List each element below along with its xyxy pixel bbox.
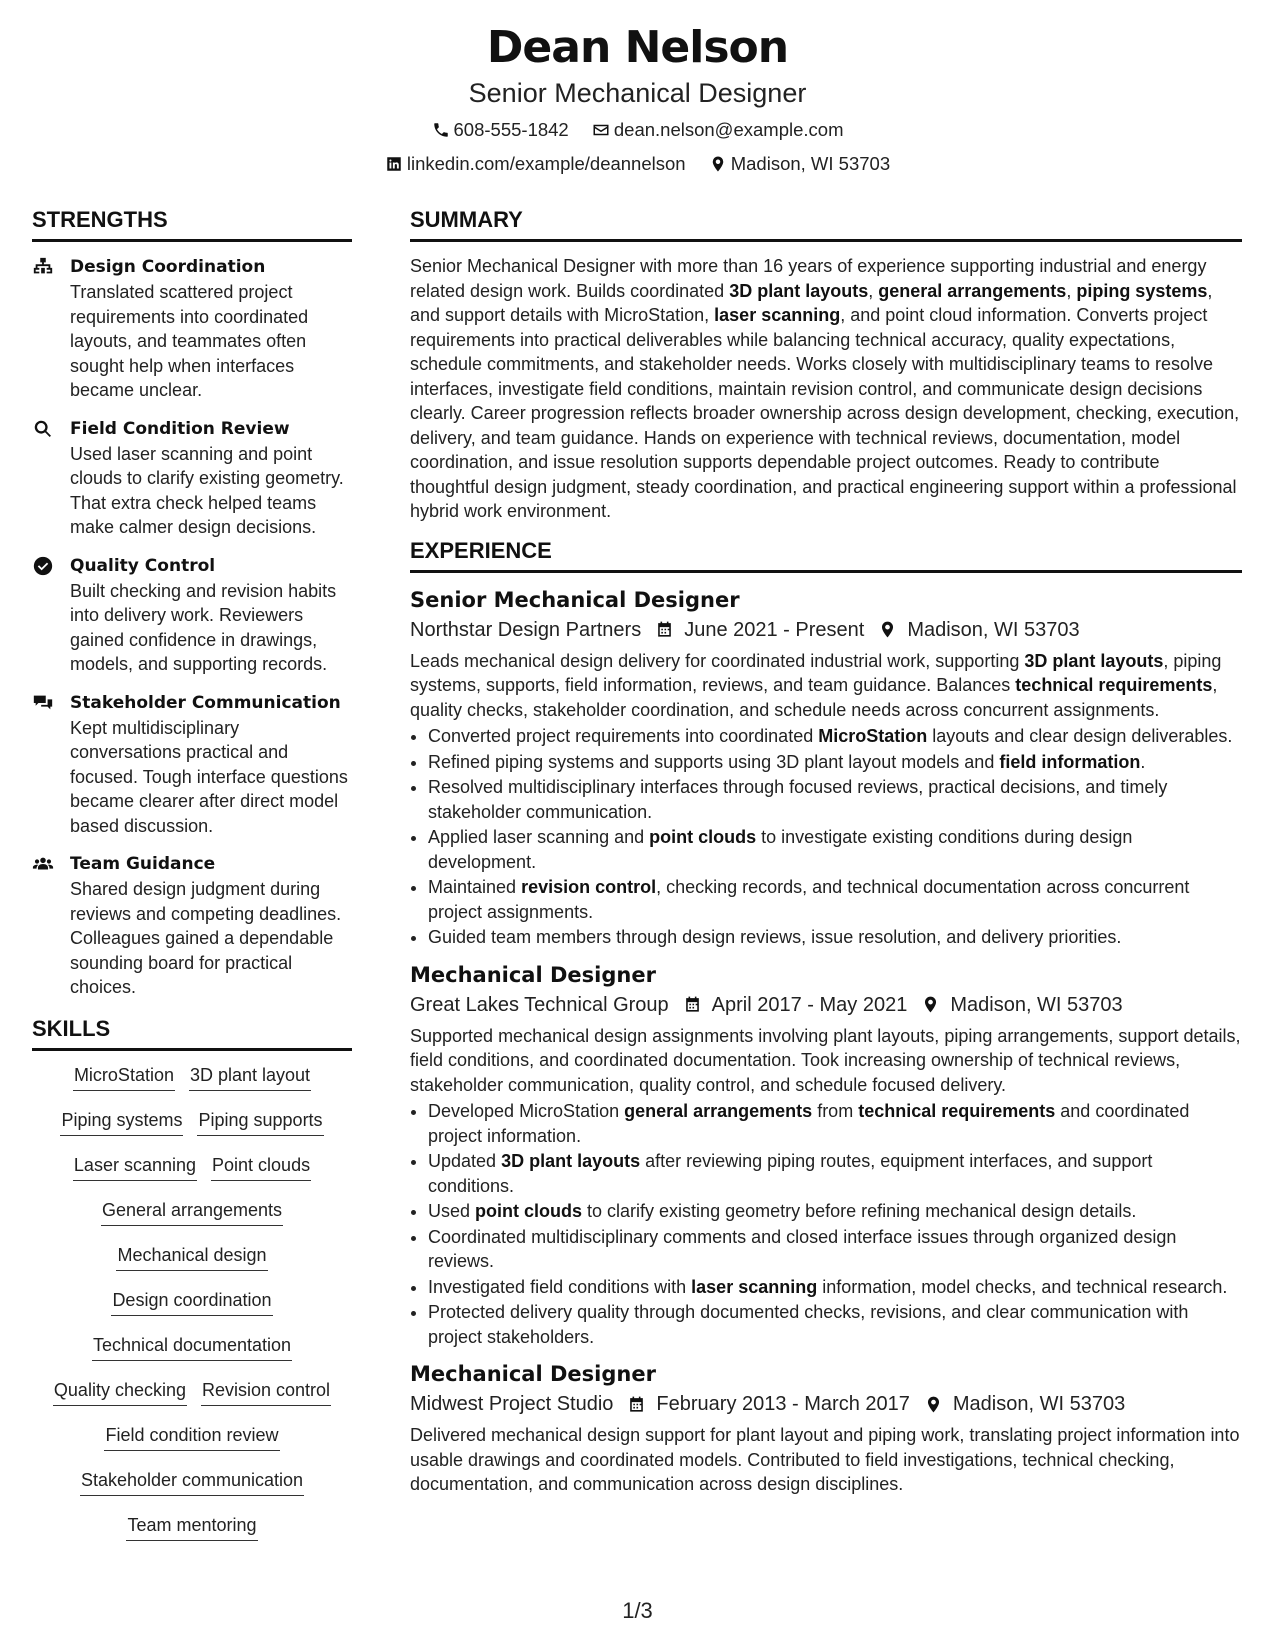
job-bullet: • Investigated field conditions with laser scanning information, model checks, and technical research. — [428, 1275, 1242, 1300]
job-description: Leads mechanical design delivery for coordinated industrial work, supporting 3D plant layouts, piping systems, supports, field information, reviews, and team guidance. Balances technical requirements, quality checks, stakeholder coordination, and schedule needs across concurrent assignments. — [410, 650, 1222, 720]
job-description: Supported mechanical design assignments involving plant layouts, piping arrangements, support details, field conditions, and coordinated documentation. Took increasing ownership of technical reviews, stakeholder communication, quality control, and schedule focused delivery. — [410, 1025, 1241, 1095]
job-bullet: • Guided team members through design reviews, issue resolution, and delivery priorities. — [428, 925, 1242, 950]
team-icon — [32, 853, 54, 875]
skill-tag: 3D plant layout — [189, 1063, 311, 1091]
job-company: Midwest Project Studio — [410, 1393, 614, 1415]
skill-tag: Team mentoring — [126, 1513, 257, 1541]
skill-tag: Field condition review — [104, 1423, 279, 1451]
job-company: Great Lakes Technical Group — [410, 993, 669, 1016]
strength-title: Stakeholder Communication — [70, 692, 341, 713]
experience-heading: EXPERIENCE — [410, 536, 1242, 573]
skill-tag: Piping supports — [197, 1108, 323, 1136]
skill-tag: Laser scanning — [73, 1153, 197, 1181]
job-bullets — [410, 1099, 1242, 1349]
skill-tag: MicroStation — [73, 1063, 175, 1091]
skill-tag: Stakeholder communication — [80, 1468, 304, 1496]
job-entry — [410, 585, 1242, 950]
linkedin-icon — [385, 155, 403, 173]
job-bullet: • Used point clouds to clarify existing geometry before refining mechanical design details. — [428, 1199, 1242, 1224]
summary-text: Senior Mechanical Designer with more than 16 years of experience supporting industrial and energy related design work. Builds coordinated 3D plant layouts, general arrangements, piping systems, and support details with MicroStation, laser scanning, and point cloud information. Converts project requirements into practical deliverables while balancing technical accuracy, quality expectations, schedule commitments, and stakeholder needs. Works closely with multidisciplinary teams to resolve interfaces, investigate field conditions, maintain revision control, and communicate design decisions clearly. Career progression reflects broader ownership across design development, checking, execution, delivery, and team guidance. Hands on experience with technical reviews, documentation, model coordination, and issue resolution supports dependable project outcomes. Ready to contribute thoughtful design judgment, steady coordination, and practical engineering support within a professional hybrid work environment. — [410, 256, 1240, 521]
strength-text — [70, 690, 352, 839]
candidate-name: Dean Nelson — [486, 22, 789, 73]
job-dates: February 2013 - March 2017 — [656, 1393, 910, 1415]
calendar-icon — [683, 995, 702, 1014]
location — [709, 152, 890, 176]
check-circle-icon — [32, 555, 54, 577]
job-dates: June 2021 - Present — [684, 618, 865, 641]
strength-desc: Kept multidisciplinary conversations practical and focused. Tough interface questions became clearer after direct model based discussion. — [70, 717, 348, 836]
skill-tag: Design coordination — [111, 1288, 272, 1316]
job-bullet: • Resolved multidisciplinary interfaces through focused reviews, practical decisions, and timely stakeholder communication. — [428, 775, 1242, 824]
job-dates: April 2017 - May 2021 — [711, 993, 908, 1016]
job-description: Delivered mechanical design support for plant layout and piping work, translating project information into usable drawings and coordinated models. Contributed to field investigations, technical checking, documentation, and communication across design disciplines. — [410, 1425, 1240, 1494]
job-bullet: • Maintained revision control, checking records, and technical documentation across concurrent project assignments. — [428, 875, 1242, 924]
job-entry — [410, 960, 1242, 1350]
left-column — [32, 205, 352, 1558]
skill-row — [32, 1063, 352, 1108]
calendar-icon — [627, 1395, 646, 1414]
strength-icon-wrap — [32, 553, 70, 677]
skill-row — [32, 1333, 352, 1378]
email-text[interactable]: dean.nelson@example.com — [613, 119, 844, 140]
strength-text — [70, 553, 352, 677]
skills-heading: SKILLS — [32, 1014, 352, 1051]
job-bullet: • Developed MicroStation general arrangements from technical requirements and coordinated project information. — [428, 1099, 1242, 1148]
job-location: Madison, WI 53703 — [907, 618, 1080, 641]
strength-item — [32, 851, 352, 1000]
strength-icon-wrap — [32, 690, 70, 839]
job-location: Madison, WI 53703 — [952, 1393, 1126, 1415]
job-bullet: • Coordinated multidisciplinary comments and closed interface issues through organized design reviews. — [428, 1225, 1242, 1274]
job-bullet: • Applied laser scanning and point clouds to investigate existing conditions during design development. — [428, 825, 1242, 874]
strength-item — [32, 553, 352, 677]
job-title: Mechanical Designer — [410, 1362, 656, 1386]
map-pin-icon — [921, 995, 940, 1014]
skill-tag: Revision control — [201, 1378, 331, 1406]
job-bullet: • Refined piping systems and supports using 3D plant layout models and field information. — [428, 750, 1242, 775]
search-icon — [32, 418, 54, 440]
job-bullet: • Converted project requirements into coordinated MicroStation layouts and clear design deliverables. — [428, 724, 1242, 749]
org-chart-icon — [32, 256, 54, 278]
email[interactable] — [592, 118, 844, 142]
job-bullet: • Protected delivery quality through documented checks, revisions, and clear communication with project stakeholders. — [428, 1300, 1242, 1349]
skill-tag: Piping systems — [60, 1108, 183, 1136]
skill-row — [32, 1513, 352, 1558]
summary-heading: SUMMARY — [410, 205, 1242, 242]
phone-text: 608-555-1842 — [453, 119, 569, 140]
linkedin[interactable] — [385, 152, 686, 176]
jobs-list — [410, 585, 1242, 1497]
page-number: 1/3 — [622, 1598, 653, 1623]
location-text: Madison, WI 53703 — [730, 153, 891, 174]
strength-title: Team Guidance — [70, 854, 216, 874]
skills-list — [32, 1063, 352, 1558]
skill-row — [32, 1153, 352, 1198]
skill-row — [32, 1243, 352, 1288]
strength-item — [32, 416, 352, 540]
strength-icon-wrap — [32, 851, 70, 1000]
strengths-heading: STRENGTHS — [32, 205, 352, 242]
linkedin-text[interactable]: linkedin.com/example/deannelson — [406, 153, 686, 174]
chat-bubbles-icon — [32, 692, 54, 714]
phone-icon — [432, 121, 450, 139]
strength-text — [70, 416, 352, 540]
strength-icon-wrap — [32, 254, 70, 403]
candidate-title: Senior Mechanical Designer — [468, 78, 807, 108]
skill-row — [32, 1423, 352, 1468]
strength-desc: Used laser scanning and point clouds to clarify existing geometry. That extra check helped teams make calmer design decisions. — [70, 443, 344, 537]
contact-row-1 — [0, 118, 1275, 145]
strength-item — [32, 254, 352, 403]
strength-desc: Translated scattered project requirements into coordinated layouts, and teammates often sought help when interfaces became unclear. — [70, 282, 309, 400]
job-meta — [410, 990, 1242, 1020]
resume-header — [0, 22, 1275, 179]
skill-row — [32, 1108, 352, 1153]
strength-title: Design Coordination — [70, 257, 266, 277]
strength-desc: Built checking and revision habits into delivery work. Reviewers gained confidence in drawings, models, and supporting records. — [70, 580, 337, 674]
envelope-icon — [592, 121, 610, 139]
skill-row — [32, 1378, 352, 1423]
job-entry — [410, 1359, 1242, 1497]
job-bullet: • Updated 3D plant layouts after reviewing piping routes, equipment interfaces, and support conditions. — [428, 1149, 1242, 1198]
phone — [432, 118, 569, 142]
skill-row — [32, 1468, 352, 1513]
job-location: Madison, WI 53703 — [950, 993, 1123, 1016]
skill-tag: Technical documentation — [92, 1333, 292, 1361]
skill-row — [32, 1198, 352, 1243]
job-meta — [410, 1389, 1242, 1419]
strengths-list — [32, 254, 352, 1000]
strength-text — [70, 254, 352, 403]
strength-text — [70, 851, 352, 1000]
map-pin-icon — [709, 155, 727, 173]
strength-item — [32, 690, 352, 839]
strength-title: Quality Control — [70, 555, 216, 576]
job-bullets — [410, 724, 1242, 950]
skill-tag: Point clouds — [211, 1153, 311, 1181]
right-column — [410, 205, 1242, 1507]
skill-tag: General arrangements — [101, 1198, 283, 1226]
skill-tag: Quality checking — [53, 1378, 187, 1406]
contact-row-2 — [0, 152, 1275, 179]
strength-desc: Shared design judgment during reviews and competing deadlines. Colleagues gained a dependable sounding board for practical choices. — [70, 879, 342, 997]
map-pin-icon — [924, 1395, 943, 1414]
skill-row — [32, 1288, 352, 1333]
job-company: Northstar Design Partners — [410, 618, 642, 641]
skill-tag: Mechanical design — [116, 1243, 267, 1271]
calendar-icon — [655, 620, 674, 639]
job-title: Senior Mechanical Designer — [410, 587, 740, 612]
strength-title: Field Condition Review — [70, 418, 290, 439]
map-pin-icon — [878, 620, 897, 639]
strength-icon-wrap — [32, 416, 70, 540]
job-meta — [410, 615, 1242, 645]
job-title: Mechanical Designer — [410, 962, 656, 987]
